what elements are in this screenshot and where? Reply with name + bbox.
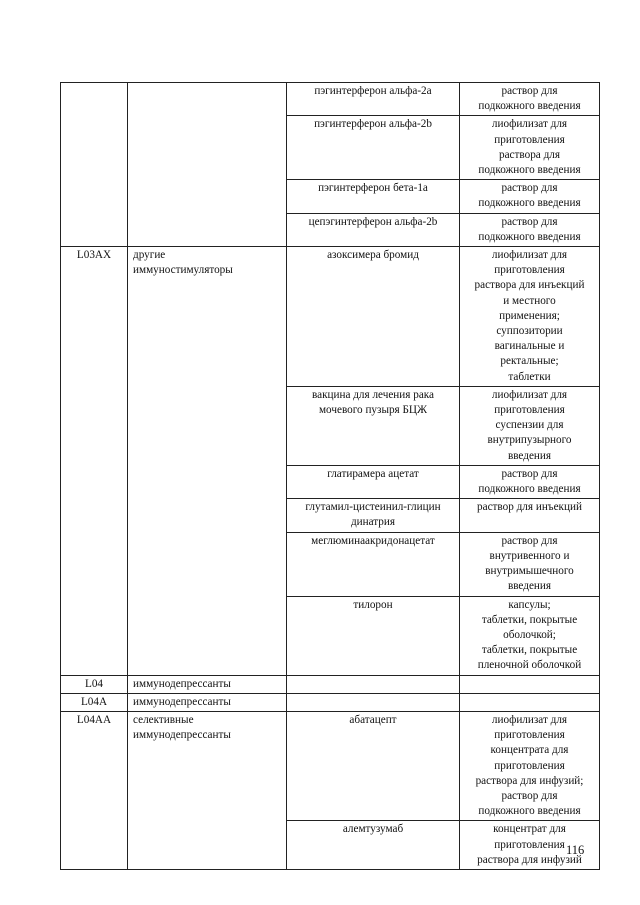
dosage-form-line: применения; [499,309,560,322]
dosage-form-line: лиофилизат для [491,388,568,401]
atc-code-cell [61,83,128,116]
table-row [61,532,600,596]
dosage-form-line: внутримышечного [485,565,574,578]
dosage-form-line: и местного [503,294,556,307]
atc-code-cell [61,499,128,532]
table-row [61,693,600,711]
dosage-form-line: таблетки, покрытые [481,644,578,657]
table-row [61,116,600,180]
drug-name-cell: пэгинтерферон бета-1a [287,180,460,213]
group-name-line: иммунодепрессанты [133,695,231,708]
group-name-cell [128,821,287,870]
dosage-form-cell [460,465,600,498]
dosage-form-line: подкожного введения [478,100,581,113]
table-row [61,821,600,870]
dosage-form-line: раствора для инфузий [477,853,582,866]
drug-name-cell [287,693,460,711]
table-row [61,711,600,820]
dosage-form-cell [460,693,600,711]
dosage-form-line: суспензии для [495,419,564,432]
table-row [61,499,600,532]
group-name-cell [128,693,287,711]
dosage-form-line: приготовления [494,133,565,146]
atc-code-cell: L03AX [61,247,128,387]
dosage-form-line: приготовления [494,759,565,772]
atc-code-cell: L04 [61,675,128,693]
group-name-line: другие [133,249,166,262]
dosage-form-line: лиофилизат для [491,249,568,262]
table-row [61,386,600,465]
dosage-form-cell [460,711,600,820]
group-name-cell [128,386,287,465]
dosage-form-line: оболочкой; [503,628,556,641]
drug-name-cell: глатирамера ацетат [287,465,460,498]
drug-name-cell [287,499,460,532]
drug-name-cell [287,386,460,465]
dosage-form-cell [460,116,600,180]
group-name-cell [128,213,287,246]
atc-code-cell: L04A [61,693,128,711]
table-row [61,465,600,498]
dosage-form-line: концентрат для [493,823,566,836]
dosage-form-line: раствора для инфузий; [475,774,584,787]
dosage-form-line: внутрипузырного [487,434,572,447]
drug-name-line: глутамил-цистеинил-глицин [305,501,441,514]
drug-name-cell: абатацепт [287,711,460,820]
dosage-form-line: пленочной оболочкой [477,659,582,672]
dosage-form-line: раствор для [501,467,558,480]
dosage-form-line: приготовления [494,729,565,742]
dosage-form-line: раствор для [501,789,558,802]
group-name-cell [128,711,287,820]
dosage-form-line: приготовления [494,404,565,417]
atc-code-cell [61,532,128,596]
dosage-form-line: ректальные; [500,355,559,368]
atc-code-cell [61,180,128,213]
table-row [61,213,600,246]
drug-name-line: вакцина для лечения рака [311,388,435,401]
atc-code-cell [61,213,128,246]
dosage-form-line: таблетки, покрытые [481,613,578,626]
dosage-form-line: введения [507,580,552,593]
group-name-cell [128,180,287,213]
dosage-form-line: подкожного введения [478,197,581,210]
dosage-form-line: суппозитории [496,325,563,338]
dosage-form-line: таблетки [508,370,551,383]
dosage-form-line: вагинальные и [494,340,565,353]
group-name-line: иммунодепрессанты [133,677,231,690]
group-name-cell [128,499,287,532]
dosage-form-cell [460,247,600,387]
dosage-form-line: введения [507,449,552,462]
dosage-form-cell [460,532,600,596]
atc-code-cell [61,386,128,465]
page-number: 116 [566,843,585,857]
atc-code-cell: L04AA [61,711,128,820]
dosage-form-cell [460,83,600,116]
dosage-form-cell [460,596,600,675]
drug-name-cell: пэгинтерферон альфа-2b [287,116,460,180]
dosage-form-line: раствор для [501,215,558,228]
dosage-form-line: раствор для [501,182,558,195]
dosage-form-line: приготовления [494,838,565,851]
medication-table-body [61,83,600,870]
dosage-form-line: подкожного введения [478,805,581,818]
group-name-cell [128,532,287,596]
table-row [61,247,600,387]
group-name-cell [128,675,287,693]
dosage-form-line: подкожного введения [478,230,581,243]
dosage-form-line: раствора для инъекций [474,279,585,292]
dosage-form-line: лиофилизат для [491,118,568,131]
table-row [61,180,600,213]
dosage-form-line: внутривенного и [489,549,570,562]
group-name-line: иммунодепрессанты [133,729,231,742]
table-row [61,675,600,693]
dosage-form-line: капсулы; [508,598,551,611]
dosage-form-line: приготовления [494,264,565,277]
dosage-form-line: лиофилизат для [491,713,568,726]
dosage-form-cell [460,213,600,246]
drug-name-cell: цепэгинтерферон альфа-2b [287,213,460,246]
dosage-form-cell [460,675,600,693]
dosage-form-cell [460,180,600,213]
drug-name-cell: тилорон [287,596,460,675]
dosage-form-line: раствор для [501,85,558,97]
atc-code-cell [61,465,128,498]
dosage-form-line: подкожного введения [478,483,581,496]
dosage-form-cell [460,499,600,532]
atc-code-cell [61,821,128,870]
drug-name-cell: алемтузумаб [287,821,460,870]
dosage-form-line: подкожного введения [478,164,581,177]
drug-name-cell [287,675,460,693]
table-row [61,83,600,116]
dosage-form-line: раствор для [501,534,558,547]
atc-code-cell [61,116,128,180]
group-name-cell [128,596,287,675]
group-name-cell [128,247,287,387]
drug-name-cell: азоксимера бромид [287,247,460,387]
drug-name-line: мочевого пузыря БЦЖ [318,404,428,417]
drug-name-cell: пэгинтерферон альфа-2a [287,83,460,116]
group-name-line: селективные [133,713,194,726]
drug-name-cell: меглюминаакридонацетат [287,532,460,596]
group-name-cell [128,116,287,180]
dosage-form-line: раствора для [499,148,560,161]
medication-table [60,82,600,870]
group-name-line: иммуностимуляторы [133,264,233,277]
atc-code-cell [61,596,128,675]
drug-name-line: динатрия [350,516,396,529]
dosage-form-line: раствор для инъекций [477,501,582,514]
group-name-cell [128,465,287,498]
group-name-cell [128,83,287,116]
dosage-form-cell [460,386,600,465]
table-row [61,596,600,675]
dosage-form-line: концентрата для [490,744,569,757]
